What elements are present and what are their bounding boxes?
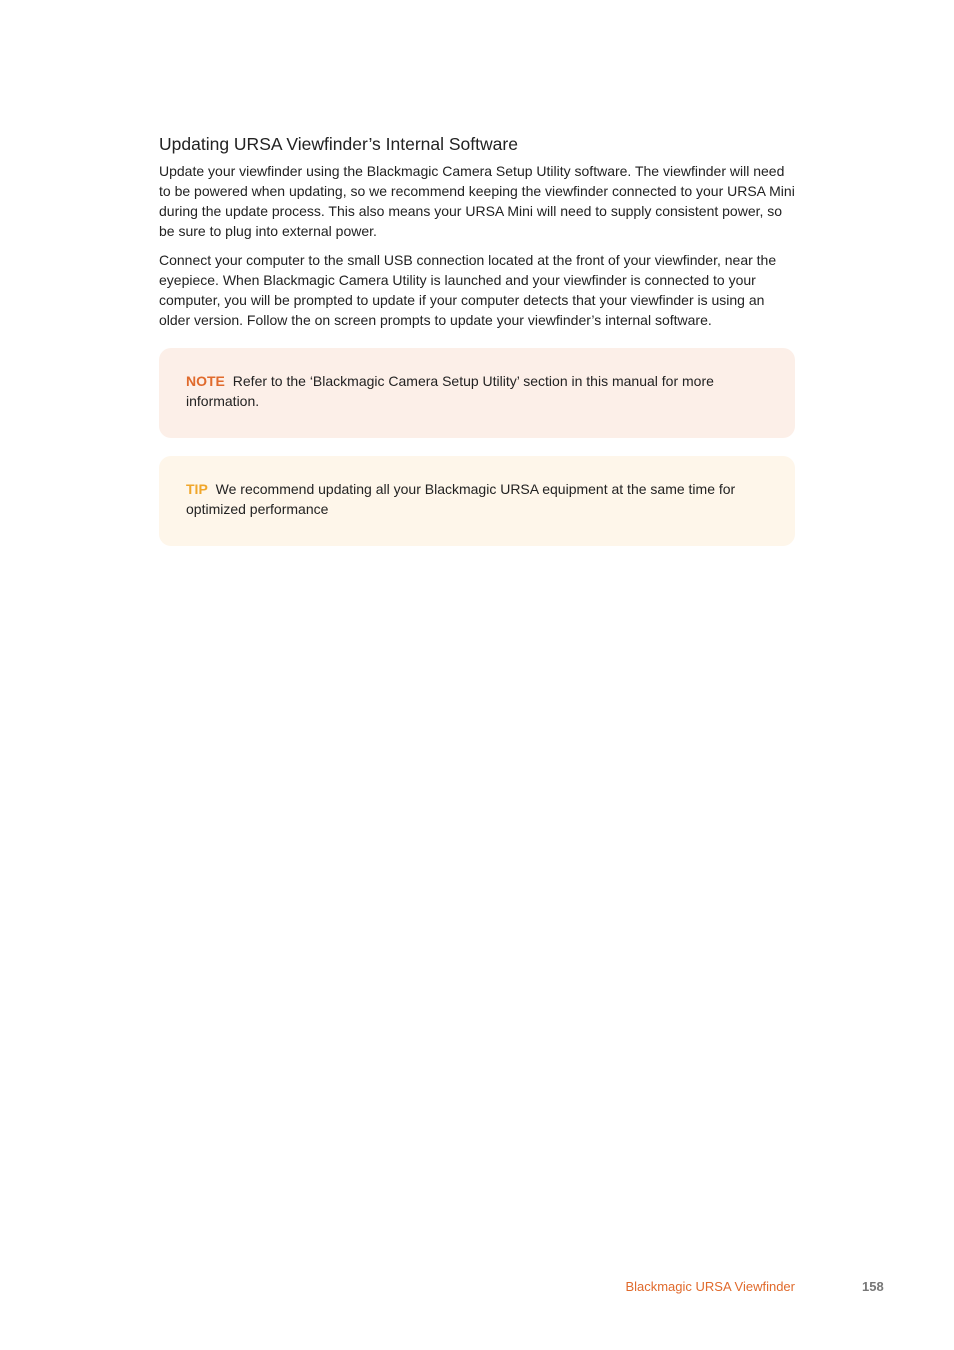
note-label: NOTE: [186, 373, 225, 389]
tip-label: TIP: [186, 481, 208, 497]
section-heading: Updating URSA Viewfinder’s Internal Software: [159, 134, 518, 154]
footer-page-number: 158: [862, 1279, 884, 1294]
tip-text: We recommend updating all your Blackmagic URSA equipment at the same time for optimized performance: [186, 481, 736, 517]
note-text: Refer to the ‘Blackmagic Camera Setup Utility’ section in this manual for more information.: [186, 373, 714, 409]
paragraph-update-overview: Update your viewfinder using the Blackmagic Camera Setup Utility software. The viewfinder will need to be powered when updating, so we recommend keeping the viewfinder connected to your URSA Mini during the update process. This also means your URSA Mini will need to supply consistent power, so be sure to plug into external power.: [159, 163, 795, 239]
tip-callout: [159, 456, 795, 546]
note-callout: [159, 348, 795, 438]
footer-manual-title: Blackmagic URSA Viewfinder: [625, 1279, 795, 1294]
tip-callout-text: [186, 479, 761, 519]
note-callout-text: [186, 371, 761, 411]
paragraph-usb-connection: Connect your computer to the small USB connection located at the front of your viewfinder, near the eyepiece. When Blackmagic Camera Utility is launched and your viewfinder is connected to your computer, you will be prompted to update if your computer detects that your viewfinder is using an older version. Follow the on screen prompts to update your viewfinder’s internal software.: [159, 252, 777, 328]
page-content: [159, 133, 795, 546]
